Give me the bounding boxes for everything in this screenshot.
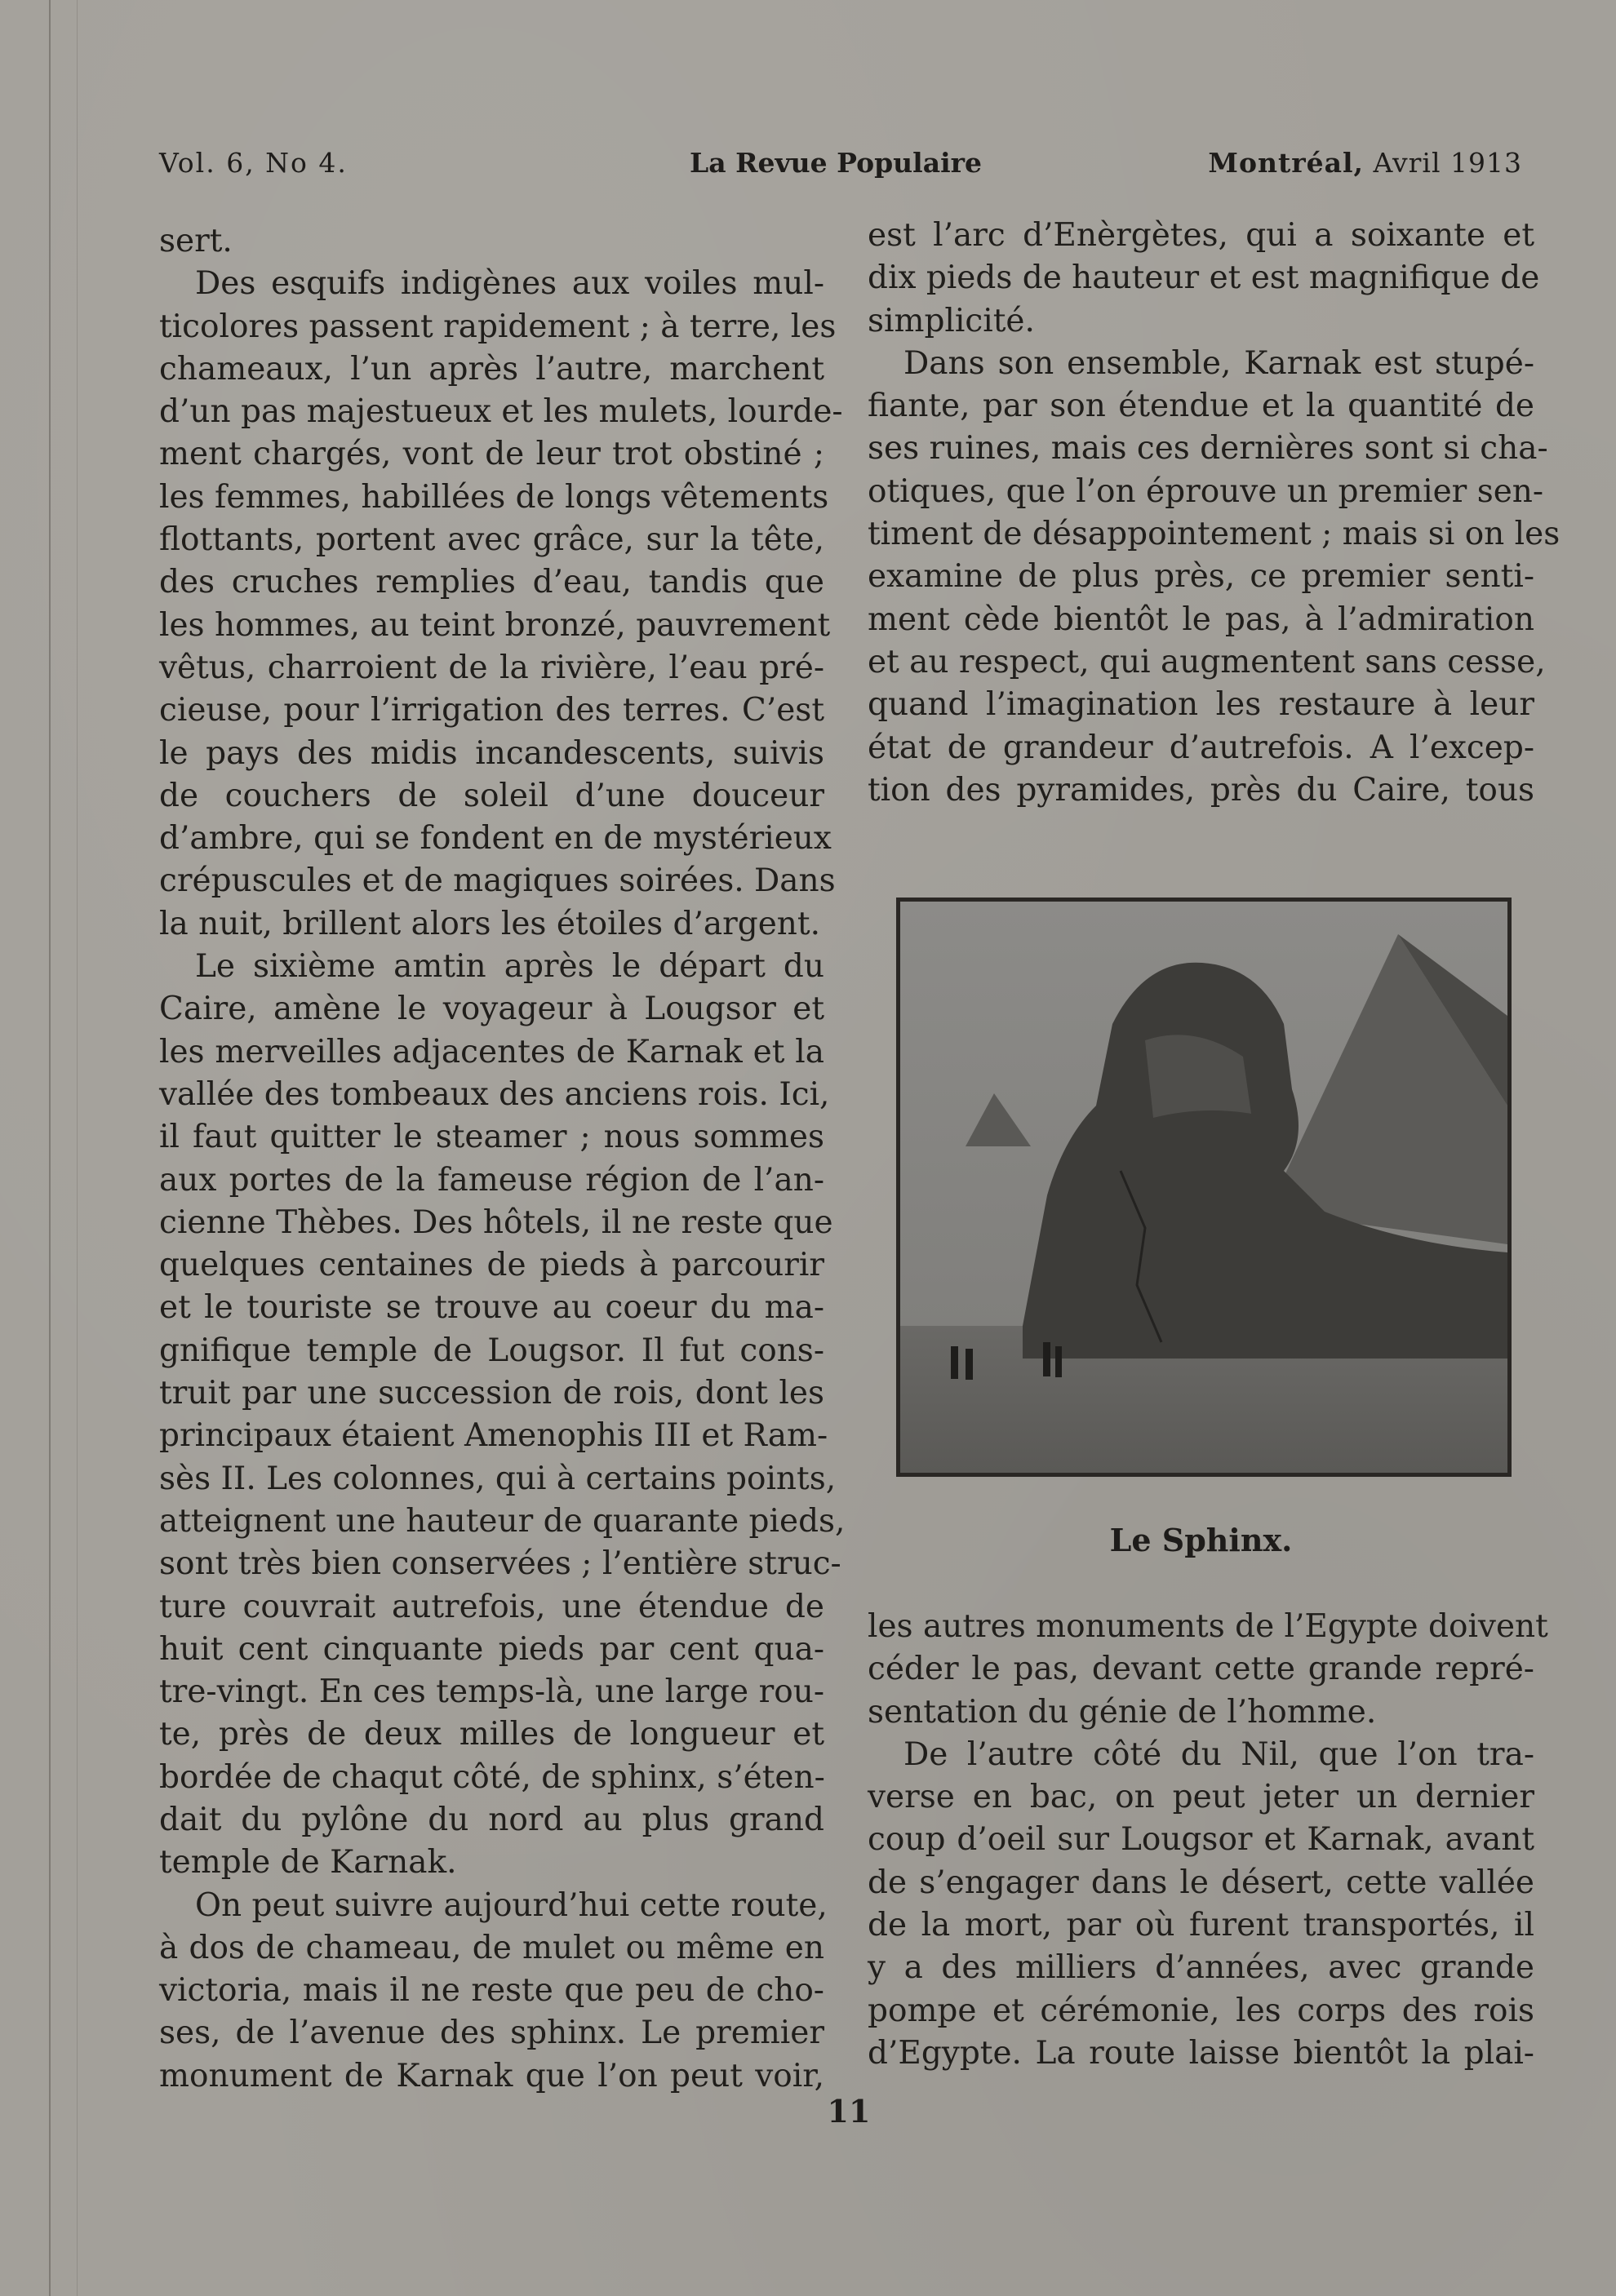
- text-line: ment chargés, vont de leur trot obstiné ;: [159, 436, 824, 473]
- binding-shadow-secondary: [77, 0, 78, 2296]
- text-line: fiante, par son étendue et la quantité de: [868, 388, 1534, 425]
- text-line: simplicité.: [868, 302, 1035, 339]
- text-line: huit cent cinquante pieds par cent qua-: [159, 1630, 824, 1668]
- page-number: 11: [827, 2093, 871, 2130]
- text-line: temple de Karnak.: [159, 1844, 457, 1882]
- text-line: coup d’oeil sur Lougsor et Karnak, avant: [868, 1821, 1534, 1859]
- text-line: dix pieds de hauteur et est magnifique de: [868, 259, 1540, 297]
- text-line: céder le pas, devant cette grande repré-: [868, 1651, 1534, 1688]
- text-line: d’Egypte. La route laisse bientôt la plai-: [868, 2034, 1534, 2072]
- text-line: pompe et cérémonie, les corps des rois: [868, 1992, 1534, 2029]
- right-column-text-bottom: [868, 1606, 1548, 2075]
- text-line: De l’autre côté du Nil, que l’on tra-: [903, 1735, 1534, 1773]
- text-line: sert.: [159, 223, 233, 259]
- text-line: examine de plus près, ce premier senti-: [868, 558, 1534, 596]
- text-line: des cruches remplies d’eau, tandis que: [159, 564, 824, 601]
- text-line: aux portes de la fameuse région de l’an-: [159, 1161, 824, 1199]
- text-line: d’ambre, qui se fondent en de mystérieux: [159, 820, 832, 858]
- text-line: verse en bac, on peut jeter un dernier: [868, 1779, 1534, 1816]
- text-line: le pays des midis incandescents, suivis: [159, 734, 824, 772]
- text-line: gnifique temple de Lougsor. Il fut cons-: [159, 1332, 824, 1369]
- text-line: est l’arc d’Enèrgètes, qui a soixante et: [868, 217, 1534, 254]
- left-column-text: [159, 220, 846, 2098]
- text-line: tion des pyramides, près du Caire, tous: [868, 771, 1534, 809]
- text-line: otiques, que l’on éprouve un premier sen-: [868, 472, 1544, 510]
- text-line: et au respect, qui augmentent sans cesse,: [868, 643, 1546, 680]
- text-line: Dans son ensemble, Karnak est stupé-: [903, 344, 1534, 382]
- text-line: les merveilles adjacentes de Karnak et la: [159, 1033, 824, 1070]
- text-line: dait du pylône du nord au plus grand: [159, 1801, 824, 1838]
- text-line: crépuscules et de magiques soirées. Dans: [159, 862, 836, 900]
- text-line: cienne Thèbes. Des hôtels, il ne reste que: [159, 1203, 833, 1241]
- text-line: quelques centaines de pieds à parcourir: [159, 1247, 824, 1284]
- text-line: vallée des tombeaux des anciens rois. Ici,: [159, 1075, 830, 1113]
- issue-place: Montréal,: [1208, 147, 1364, 179]
- text-line: de s’engager dans le désert, cette vallée: [868, 1864, 1534, 1901]
- text-line: ment cède bientôt le pas, à l’admiration: [868, 601, 1534, 638]
- text-line: les femmes, habillées de longs vêtements: [159, 478, 829, 516]
- issue-date: [1208, 147, 1522, 179]
- text-line: ses ruines, mais ces dernières sont si cha-: [868, 430, 1548, 468]
- text-line: cieuse, pour l’irrigation des terres. C’est: [159, 692, 824, 729]
- text-line: de la mort, par où furent transportés, il: [868, 1907, 1534, 1944]
- running-header: [159, 147, 1522, 188]
- text-line: vêtus, charroient de la rivière, l’eau pré-: [159, 649, 824, 686]
- text-line: d’un pas majestueux et les mulets, lourde-: [159, 393, 843, 431]
- publication-title: La Revue Populaire: [690, 147, 982, 179]
- text-line: sès II. Les colonnes, qui à certains points,: [159, 1460, 837, 1497]
- text-line: chameaux, l’un après l’autre, marchent: [159, 350, 824, 388]
- text-line: de couchers de soleil d’une douceur: [159, 777, 824, 814]
- text-line: y a des milliers d’années, avec grande: [868, 1949, 1534, 1987]
- text-line: Caire, amène le voyageur à Lougsor et: [159, 991, 824, 1028]
- text-line: quand l’imagination les restaure à leur: [868, 686, 1534, 724]
- text-line: les autres monuments de l’Egypte doivent: [868, 1608, 1548, 1645]
- text-line: il faut quitter le steamer ; nous sommes: [159, 1119, 824, 1156]
- text-line: sentation du génie de l’homme.: [868, 1693, 1377, 1731]
- text-line: truit par une succession de rois, dont les: [159, 1375, 824, 1412]
- text-line: état de grandeur d’autrefois. A l’excep-: [868, 729, 1534, 766]
- sphinx-photo: [896, 898, 1512, 1477]
- text-line: à dos de chameau, de mulet ou même en: [159, 1929, 824, 1966]
- text-line: et le touriste se trouve au coeur du ma-: [159, 1289, 824, 1327]
- sphinx-photo-icon: [900, 902, 1507, 1473]
- text-line: te, près de deux milles de longueur et: [159, 1716, 824, 1753]
- text-line: atteignent une hauteur de quarante pieds,: [159, 1502, 846, 1540]
- text-line: la nuit, brillent alors les étoiles d’argent.: [159, 905, 820, 942]
- figure-caption: Le Sphinx.: [1109, 1522, 1293, 1558]
- text-line: timent de désappointement ; mais si on les: [868, 516, 1561, 553]
- text-line: On peut suivre aujourd’hui cette route,: [195, 1886, 828, 1924]
- binding-shadow: [49, 0, 51, 2296]
- text-line: bordée de chaqut côté, de sphinx, s’éten-: [159, 1758, 825, 1796]
- text-line: sont très bien conservées ; l’entière struc-: [159, 1545, 841, 1583]
- text-line: flottants, portent avec grâce, sur la tête,: [159, 521, 824, 559]
- text-line: monument de Karnak que l’on peut voir,: [159, 2057, 824, 2094]
- text-line: Le sixième amtin après le départ du: [195, 948, 824, 986]
- text-line: principaux étaient Amenophis III et Ram-: [159, 1417, 828, 1455]
- text-line: ture couvrait autrefois, une étendue de: [159, 1588, 824, 1625]
- text-line: ticolores passent rapidement ; à terre, les: [159, 308, 837, 345]
- text-line: ses, de l’avenue des sphinx. Le premier: [159, 2015, 824, 2052]
- text-line: victoria, mais il ne reste que peu de cho-: [159, 1972, 824, 2010]
- text-line: tre-vingt. En ces temps-là, une large rou-: [159, 1673, 824, 1711]
- text-line: Des esquifs indigènes aux voiles mul-: [195, 265, 824, 303]
- issue-month-year: Avril 1913: [1373, 147, 1522, 179]
- right-column-text-top: [868, 215, 1561, 812]
- text-line: les hommes, au teint bronzé, pauvrement: [159, 606, 831, 644]
- volume-number: Vol. 6, No 4.: [159, 147, 348, 179]
